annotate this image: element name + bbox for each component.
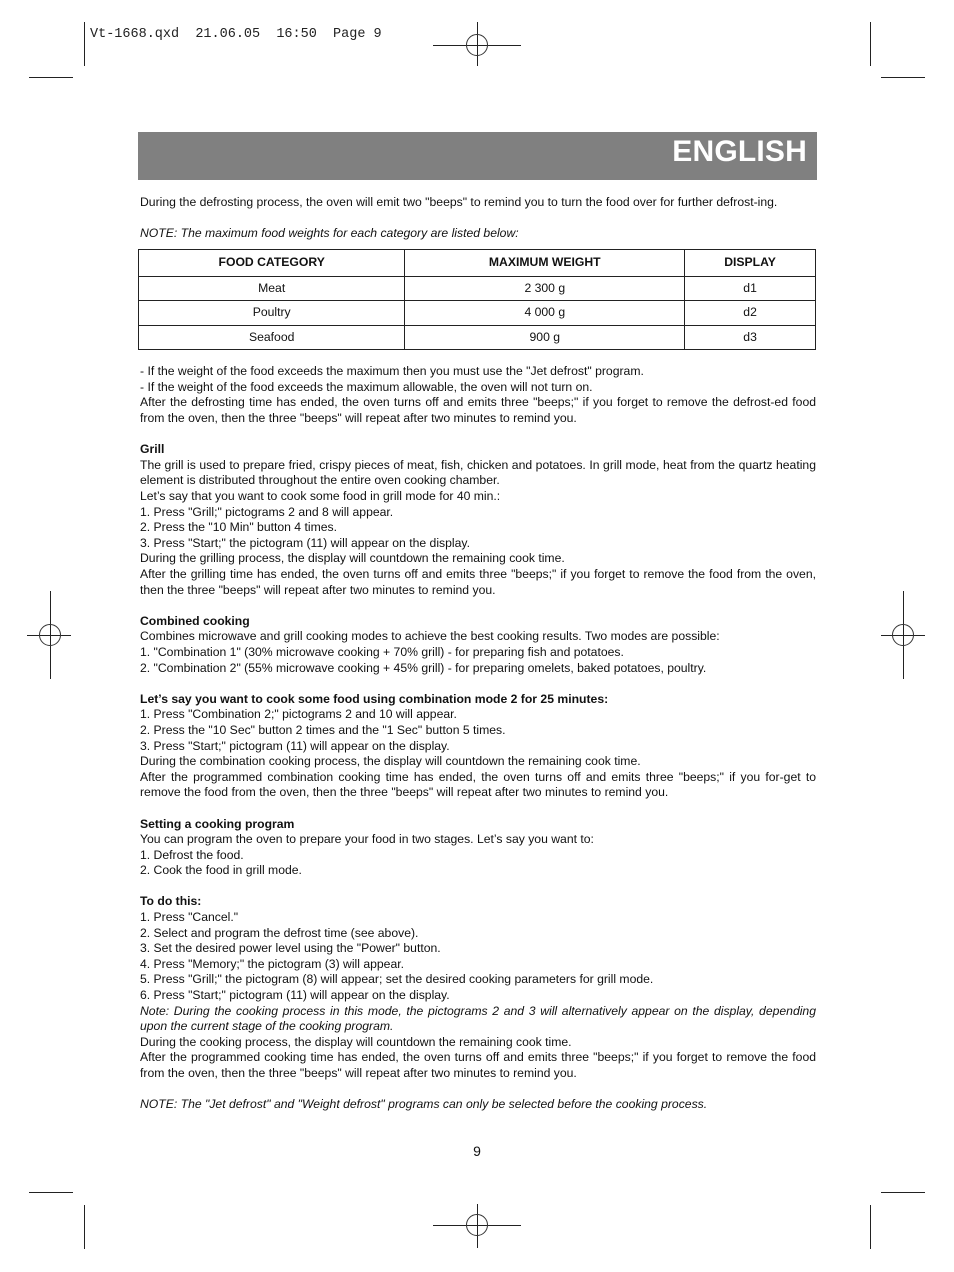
table-cell: d1: [685, 276, 816, 301]
combo-line: 2. Press the "10 Sec" button 2 times and the "1 Sec" button 5 times.: [140, 722, 506, 737]
grill-line: 2. Press the "10 Min" button 4 times.: [140, 520, 337, 535]
program-line: 2. Cook the food in grill mode.: [140, 863, 302, 878]
weights-note: NOTE: The maximum food weights for each category are listed below:: [140, 226, 519, 241]
after-table-line: - If the weight of the food exceeds the maximum allowable, the oven will not turn on.: [140, 379, 593, 394]
language-banner: [138, 132, 817, 180]
column-header: DISPLAY: [685, 249, 816, 276]
after-table-line: - If the weight of the food exceeds the maximum then you must use the "Jet defrost" program.: [140, 364, 644, 379]
grill-line: 1. Press "Grill;" pictograms 2 and 8 will appear.: [140, 504, 394, 519]
table-cell: Seafood: [139, 325, 405, 350]
grill-line: During the grilling process, the display will countdown the remaining cook time.: [140, 551, 565, 566]
section-heading-combo-example: Let’s say you want to cook some food using combination mode 2 for 25 minutes:: [140, 691, 609, 706]
table-cell: 2 300 g: [405, 276, 685, 301]
combined-line: 1. "Combination 1" (30% microwave cooking + 70% grill) - for preparing fish and potatoes.: [140, 644, 624, 659]
table-row: [139, 301, 816, 326]
table-cell: Poultry: [139, 301, 405, 326]
todo-line: 2. Select and program the defrost time (see above).: [140, 925, 419, 940]
section-heading-todo: To do this:: [140, 894, 202, 909]
todo-note: Note: During the cooking process in this mode, the pictograms 2 and 3 will alternatively appear on the display, depending upon the current stage of the cooking program.: [140, 1003, 816, 1034]
final-note: NOTE: The "Jet defrost" and "Weight defrost" programs can only be selected before the cooking process.: [140, 1097, 708, 1112]
todo-line: 4. Press "Memory;" the pictogram (3) will appear.: [140, 956, 405, 971]
table-row: [139, 276, 816, 301]
grill-line: Let’s say that you want to cook some food in grill mode for 40 min.:: [140, 489, 501, 504]
table-row: [139, 325, 816, 350]
table-cell: 900 g: [405, 325, 685, 350]
manual-content: [140, 195, 816, 1113]
combo-line: 1. Press "Combination 2;" pictograms 2 and 10 will appear.: [140, 707, 457, 722]
combo-line: During the combination cooking process, the display will countdown the remaining cook time.: [140, 754, 641, 769]
combined-line: 2. "Combination 2" (55% microwave cooking + 45% grill) - for preparing omelets, baked potatoes, poultry.: [140, 660, 707, 675]
page-number: 9: [473, 1143, 481, 1159]
grill-line: After the grilling time has ended, the oven turns off and emits three "beeps;" if you forget to remove the food from the oven, then the three "beeps" will repeat after two minutes to remind you.: [140, 567, 816, 597]
grill-line: 3. Press "Start;" the pictogram (11) will appear on the display.: [140, 535, 470, 550]
page-title: ENGLISH: [672, 135, 807, 168]
section-heading-grill: Grill: [140, 442, 165, 457]
section-heading-program: Setting a cooking program: [140, 816, 295, 831]
todo-line: 5. Press "Grill;" the pictogram (8) will appear; set the desired cooking parameters for grill mode.: [140, 972, 654, 987]
intro-paragraph: During the defrosting process, the oven will emit two "beeps" to remind you to turn the food over for further defrost-ing.: [140, 195, 778, 209]
combined-line: Combines microwave and grill cooking modes to achieve the best cooking results. Two modes are possible:: [140, 629, 720, 644]
todo-line: 3. Set the desired power level using the "Power" button.: [140, 941, 441, 956]
weights-table: [138, 249, 816, 351]
program-line: You can program the oven to prepare your food in two stages. Let’s say you want to:: [140, 832, 594, 847]
table-cell: Meat: [139, 276, 405, 301]
grill-line: The grill is used to prepare fried, crispy pieces of meat, fish, chicken and potatoes. In grill mode, heat from the quartz heating element is distributed throughout the entire oven cooking chamber.: [140, 457, 816, 488]
column-header: FOOD CATEGORY: [139, 249, 405, 276]
todo-line: During the cooking process, the display will countdown the remaining cook time.: [140, 1034, 572, 1049]
table-cell: d3: [685, 325, 816, 350]
todo-line: After the programmed cooking time has ended, the oven turns off and emits three "beeps;" if you forget to remove the food from the oven, then the three "beeps" will repeat after two minutes to remind you.: [140, 1050, 816, 1080]
table-cell: 4 000 g: [405, 301, 685, 326]
todo-line: 6. Press "Start;" pictogram (11) will appear on the display.: [140, 988, 450, 1003]
todo-line: 1. Press "Cancel.": [140, 910, 239, 925]
table-cell: d2: [685, 301, 816, 326]
column-header: MAXIMUM WEIGHT: [405, 249, 685, 276]
after-table-line: After the defrosting time has ended, the oven turns off and emits three "beeps;" if you forget to remove the defrost-ed food from the oven, then the three "beeps" will repeat after two minutes to remind you.: [140, 395, 816, 426]
section-heading-combined: Combined cooking: [140, 613, 250, 628]
table-header-row: [139, 249, 816, 276]
combo-line: 3. Press "Start;" pictogram (11) will appear on the display.: [140, 738, 450, 753]
print-slug: Vt-1668.qxd 21.06.05 16:50 Page 9: [90, 27, 382, 42]
program-line: 1. Defrost the food.: [140, 847, 244, 862]
combo-line: After the programmed combination cooking time has ended, the oven turns off and emits three "beeps;" if you for-get to remove the food from the oven, then the three "beeps" will repeat after two minutes to remind you.: [140, 769, 816, 800]
